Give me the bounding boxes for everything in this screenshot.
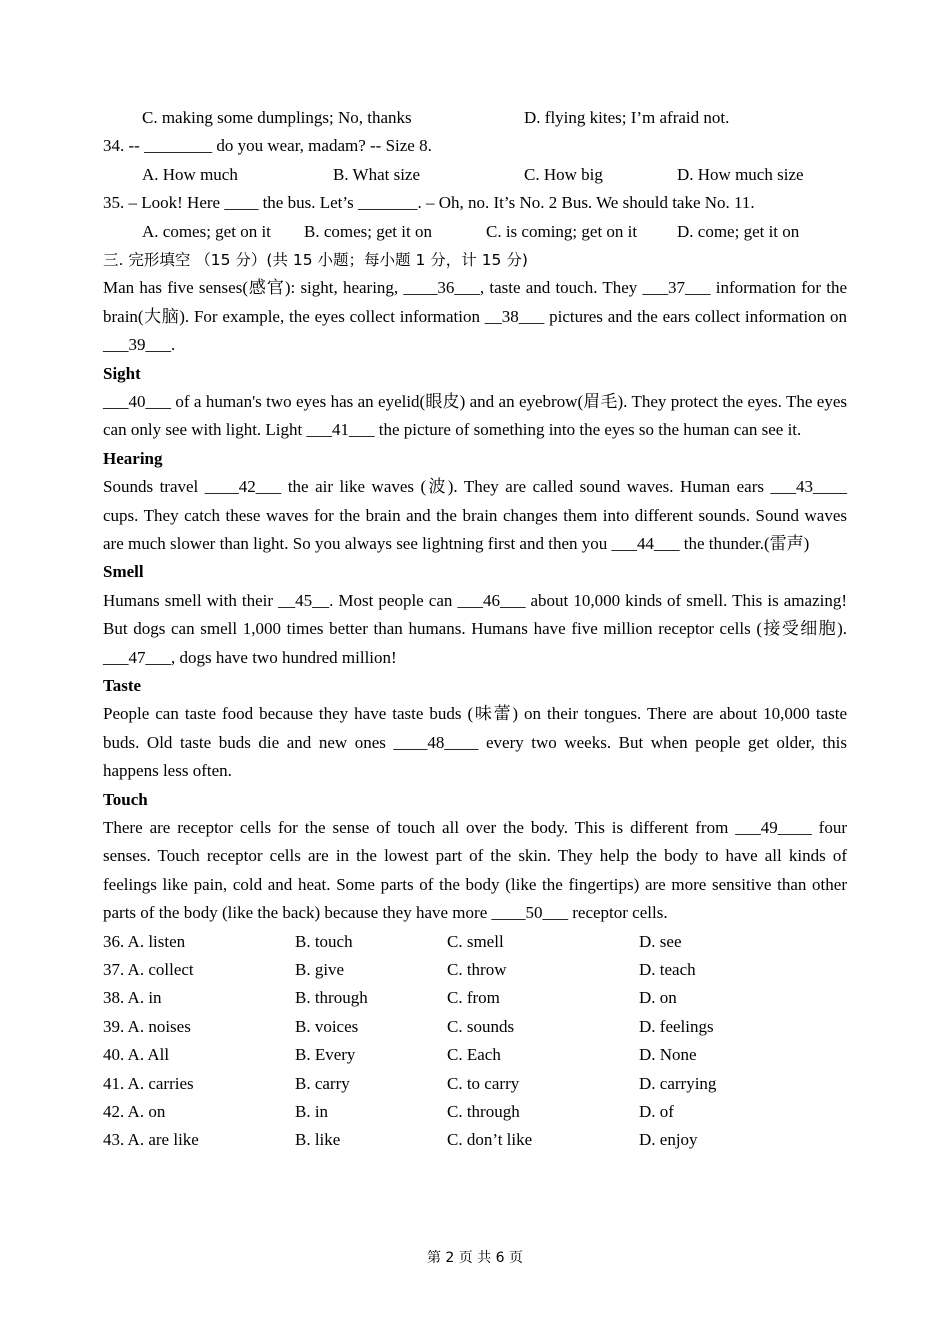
option-b: B. Every xyxy=(295,1045,356,1065)
q35-options xyxy=(103,218,847,246)
answer-row xyxy=(103,1126,847,1154)
option-c: C. Each xyxy=(447,1045,501,1065)
option-d: D. None xyxy=(639,1045,697,1065)
option-d: D. feelings xyxy=(639,1016,714,1036)
option-d: D. carrying xyxy=(639,1073,717,1093)
q34-option-a: A. How much xyxy=(142,164,238,184)
option-c: C. from xyxy=(447,988,500,1008)
option-d: D. on xyxy=(639,988,677,1008)
smell-paragraph: Humans smell with their __45__. Most people can ___46___ about 10,000 kinds of smell. This is amazing! But dogs can smell 1,000 times better than humans. Humans have five million receptor cells (接受细胞). ___47___, dogs have two hundred million! xyxy=(103,590,847,667)
option-b: B. voices xyxy=(295,1016,359,1036)
option-a: 37. A. collect xyxy=(103,960,194,980)
q34-options xyxy=(103,161,847,189)
answer-row xyxy=(103,1041,847,1069)
answer-row xyxy=(103,1013,847,1041)
hearing-heading: Hearing xyxy=(103,448,163,468)
option-d: D. see xyxy=(639,931,682,951)
option-b: B. give xyxy=(295,960,345,980)
touch-paragraph: There are receptor cells for the sense of touch all over the body. This is different from ___49____ four senses. Touch receptor cells are in the lowest part of the skin. They help the body to have all kinds of feelings like pain, cold and heat. Some parts of the body (like the fingertips) are more sensitive than other parts of the body (like the back) because they have more ____50___ receptor cells. xyxy=(103,818,847,923)
section-title: 三. 完形填空 （15 分）(共 15 小题；每小题 1 分，计 15 分) xyxy=(103,250,528,269)
sight-heading: Sight xyxy=(103,363,141,383)
hearing-paragraph: Sounds travel ____42___ the air like waves (波). They are called sound waves. Human ears ___43____ cups. They catch these waves for the brain and the brain changes them into different sounds. Sound waves are much slower than light. So you always see lightning first and then you ___44___ the thunder.(雷声) xyxy=(103,477,847,553)
option-c: C. to carry xyxy=(447,1073,520,1093)
q33-option-d: D. flying kites; I’m afraid not. xyxy=(524,108,730,127)
option-a: 42. A. on xyxy=(103,1102,166,1122)
option-d: D. of xyxy=(639,1102,674,1122)
page-footer: 第 2 页 共 6 页 xyxy=(426,1250,524,1266)
option-c: C. sounds xyxy=(447,1016,515,1036)
answer-row xyxy=(103,984,847,1012)
sight-paragraph: ___40___ of a human's two eyes has an eyelid(眼皮) and an eyebrow(眉毛). They protect the eyes. The eyes can only see with light. Light ___41___ the picture of something into the eyes so the human can see it. xyxy=(103,391,847,440)
q33-option-c: C. making some dumplings; No, thanks xyxy=(142,108,412,127)
q34-option-b: B. What size xyxy=(333,164,421,184)
option-c: C. don’t like xyxy=(447,1130,533,1150)
exam-page xyxy=(103,104,847,1155)
q34-option-d: D. How much size xyxy=(677,164,804,184)
option-a: 43. A. are like xyxy=(103,1130,199,1150)
q33-options xyxy=(103,104,847,132)
q35-option-b: B. comes; get it on xyxy=(304,221,432,241)
option-a: 38. A. in xyxy=(103,988,162,1008)
option-b: B. in xyxy=(295,1102,329,1122)
option-b: B. like xyxy=(295,1130,341,1150)
touch-heading: Touch xyxy=(103,789,148,809)
answer-row xyxy=(103,956,847,984)
option-c: C. smell xyxy=(447,931,504,951)
answer-row xyxy=(103,1070,847,1098)
option-c: C. throw xyxy=(447,960,507,980)
q34-option-c: C. How big xyxy=(524,164,603,184)
answer-row xyxy=(103,1098,847,1126)
smell-heading: Smell xyxy=(103,562,144,582)
taste-heading: Taste xyxy=(103,676,142,696)
option-c: C. through xyxy=(447,1102,520,1122)
q35-option-d: D. come; get it on xyxy=(677,221,800,241)
taste-paragraph: People can taste food because they have taste buds (味蕾) on their tongues. There are about 10,000 taste buds. Old taste buds die and new ones ____48____ every two weeks. But when people get older, this happens less often. xyxy=(103,704,847,781)
option-d: D. teach xyxy=(639,960,696,980)
q34-stem: 34. -- ________ do you wear, madam? -- Size 8. xyxy=(103,136,432,156)
option-a: 36. A. listen xyxy=(103,931,186,951)
q35-stem: 35. – Look! Here ____ the bus. Let’s _______. – Oh, no. It’s No. 2 Bus. We should take No. 11. xyxy=(103,193,755,213)
option-a: 40. A. All xyxy=(103,1045,170,1065)
passage-intro: Man has five senses(感官): sight, hearing, ____36___, taste and touch. They ___37___ information for the brain(大脑). For example, the eyes collect information __38___ pictures and the ears collect information on ___39___. xyxy=(103,278,847,355)
q35-option-a: A. comes; get on it xyxy=(142,221,271,241)
option-b: B. carry xyxy=(295,1073,350,1093)
option-b: B. touch xyxy=(295,931,353,951)
answer-row xyxy=(103,928,847,956)
option-a: 39. A. noises xyxy=(103,1016,191,1036)
option-d: D. enjoy xyxy=(639,1130,698,1150)
option-a: 41. A. carries xyxy=(103,1073,194,1093)
answer-options xyxy=(103,928,847,1155)
q35-option-c: C. is coming; get on it xyxy=(486,221,638,241)
option-b: B. through xyxy=(295,988,368,1008)
